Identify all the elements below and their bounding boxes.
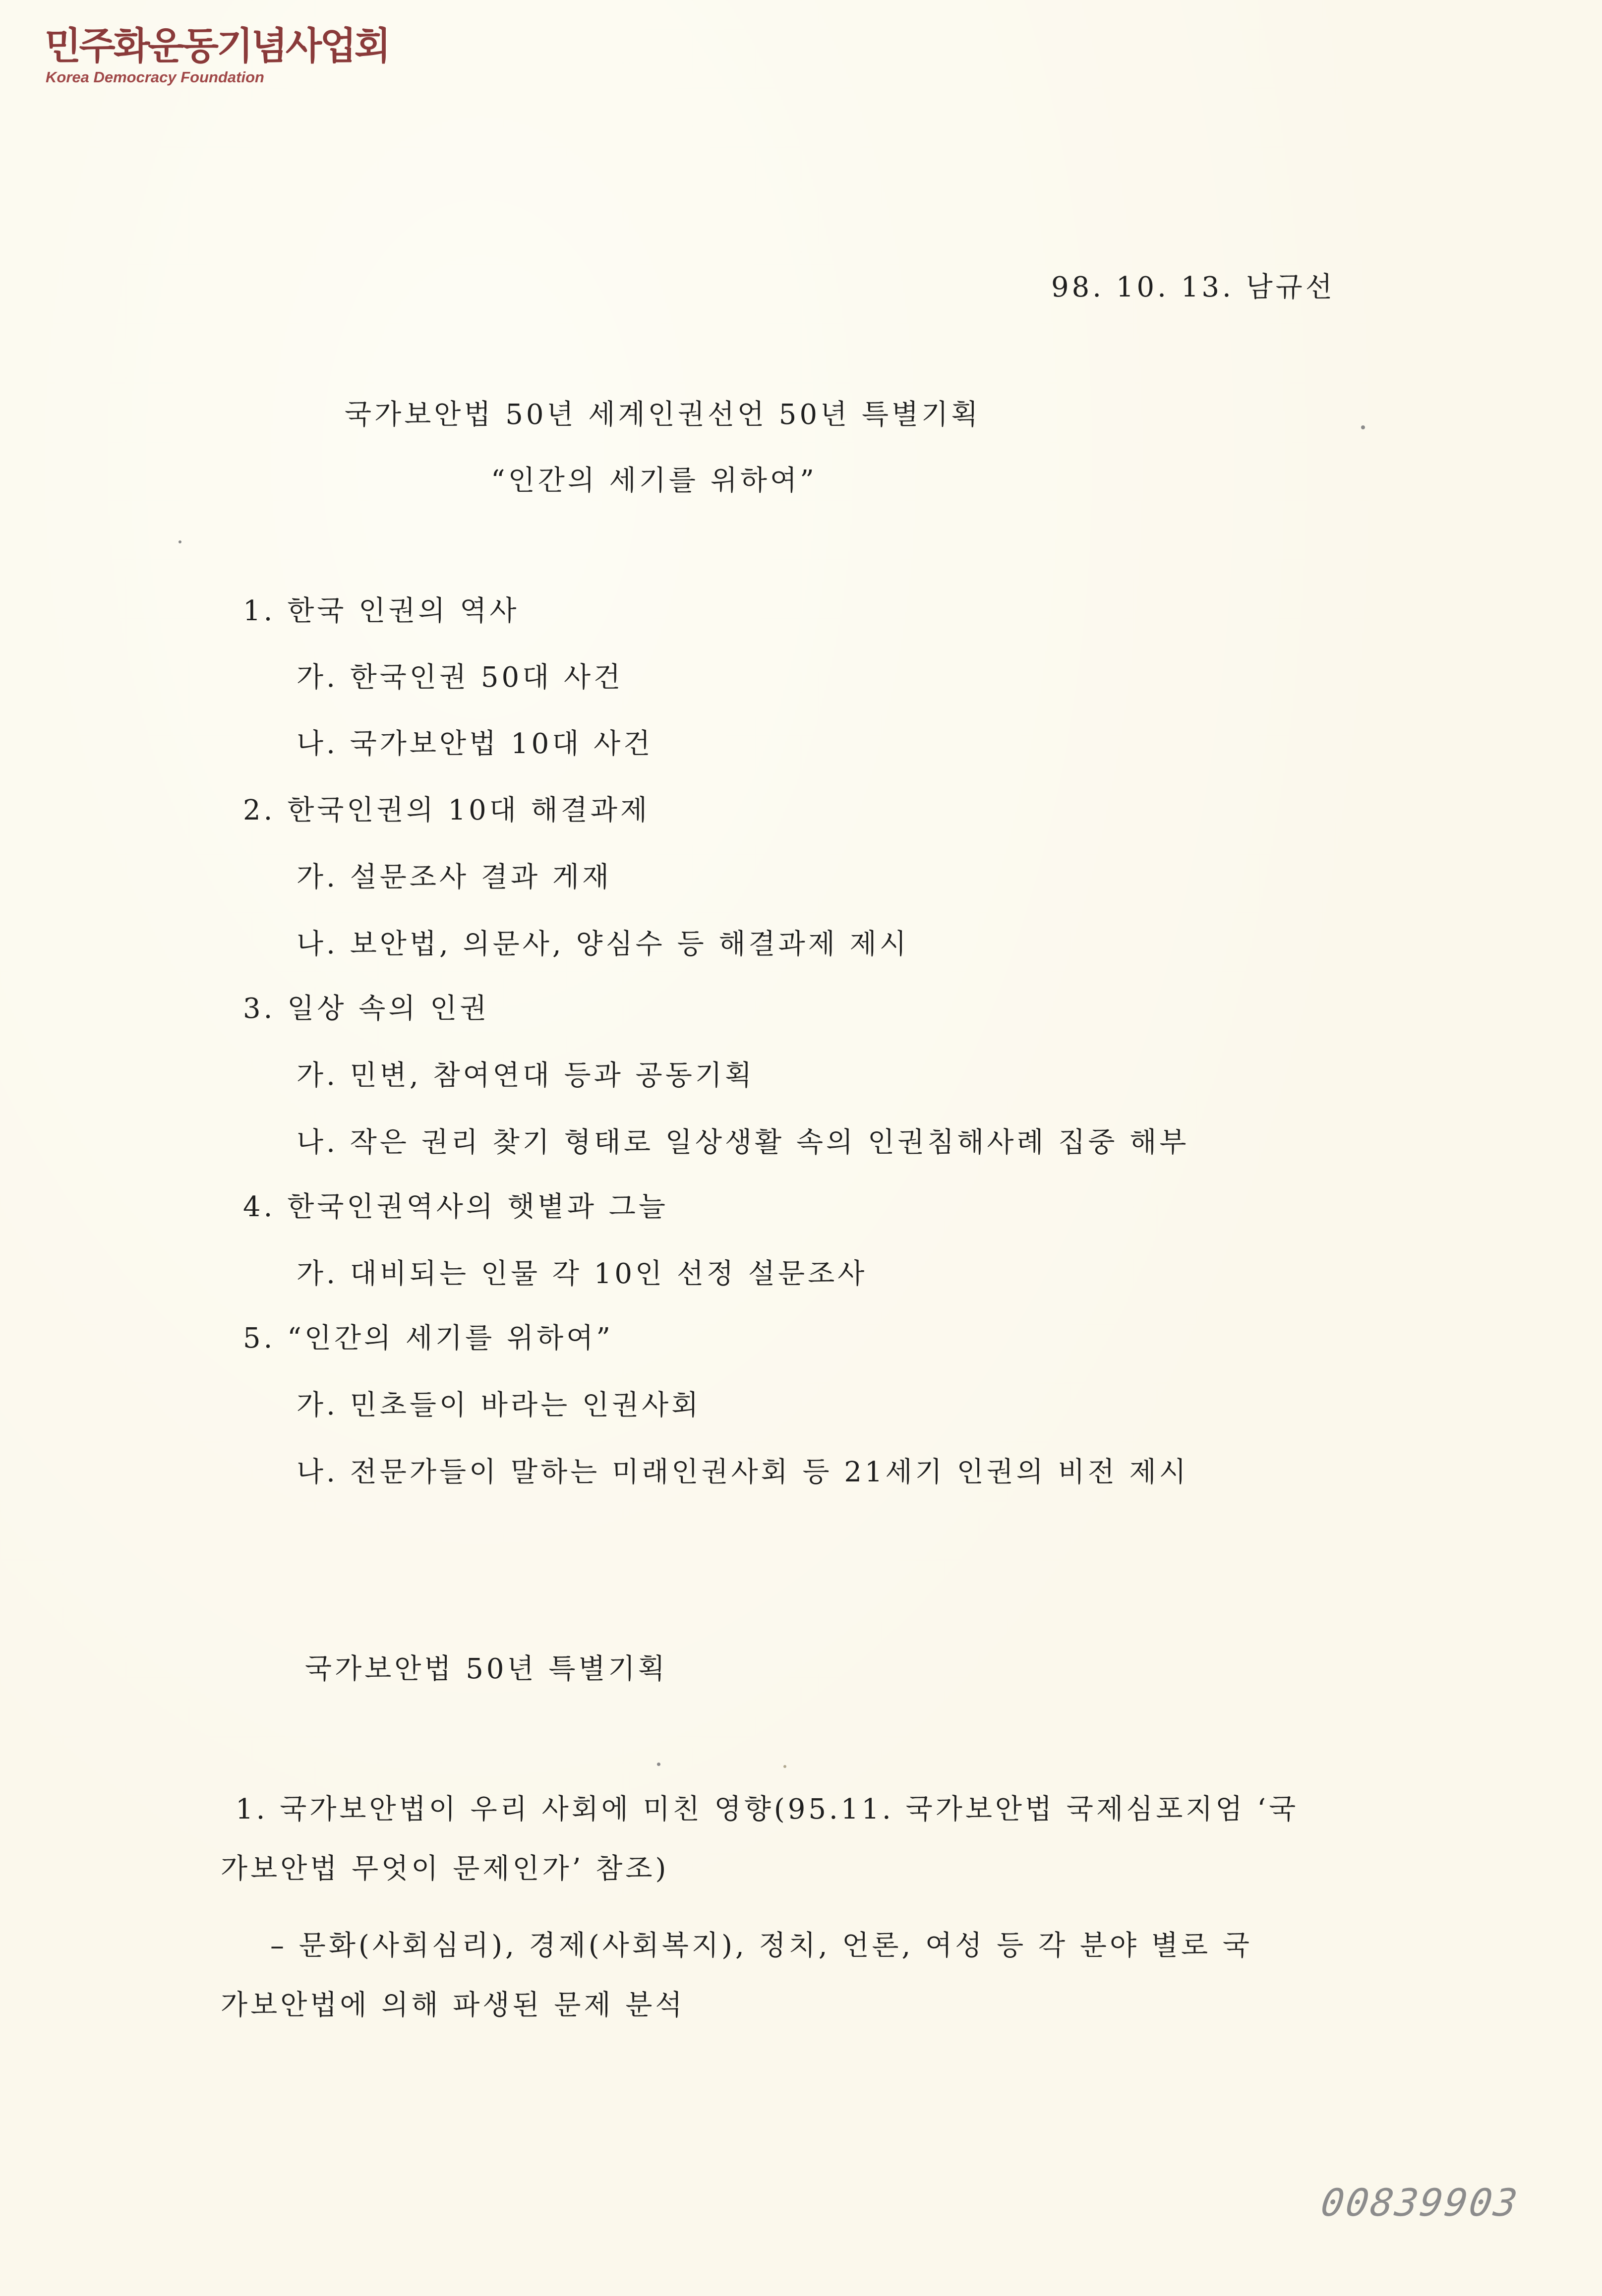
outline-item-4a: 가. 대비되는 인물 각 10인 선정 설문조사 — [297, 1258, 868, 1290]
scan-speck — [1361, 425, 1365, 429]
outline-item-3a: 가. 민변, 참여연대 등과 공동기획 — [297, 1060, 755, 1092]
outline-item-3b: 나. 작은 권리 찾기 형태로 일상생활 속의 인권침해사례 집중 해부 — [297, 1126, 1189, 1159]
scan-speck — [657, 1763, 660, 1766]
outline-item-2a: 가. 설문조사 결과 게재 — [297, 861, 612, 893]
outline-heading-4: 4. 한국인권역사의 햇볕과 그늘 — [243, 1191, 668, 1223]
outline-item-1b: 나. 국가보안법 10대 사건 — [297, 728, 653, 760]
document-subtitle: “인간의 세기를 위하여” — [491, 465, 817, 497]
scan-speck — [178, 540, 181, 543]
logo-english-text: Korea Democracy Foundation — [46, 68, 264, 86]
foundation-logo — [45, 24, 389, 88]
document-title: 국가보안법 50년 세계인권선언 50년 특별기획 — [345, 399, 981, 431]
section2-title: 국가보안법 50년 특별기획 — [305, 1653, 668, 1685]
logo-korean-text: 민주화운동기념사업회 — [45, 24, 389, 68]
outline-item-5a: 가. 민초들이 바라는 인권사회 — [297, 1389, 702, 1421]
section2-line-2: 가보안법 무엇이 문제인가’ 참조) — [221, 1853, 669, 1885]
outline-item-5b: 나. 전문가들이 말하는 미래인권사회 등 21세기 인권의 비전 제시 — [297, 1456, 1189, 1488]
outline-item-2b: 나. 보안법, 의문사, 양심수 등 해결과제 제시 — [297, 928, 909, 960]
outline-heading-3: 3. 일상 속의 인권 — [243, 993, 490, 1025]
section2-line-4: 가보안법에 의해 파생된 문제 분석 — [221, 1989, 685, 2021]
section2-line-3: – 문화(사회심리), 경제(사회복지), 정치, 언론, 여성 등 각 분야 별로 국 — [270, 1930, 1253, 1962]
archive-number-stamp: 00839903 — [1318, 2180, 1522, 2225]
date-author: 98. 10. 13. 남규선 — [1051, 271, 1335, 303]
outline-heading-2: 2. 한국인권의 10대 해결과제 — [243, 794, 651, 826]
outline-heading-1: 1. 한국 인권의 역사 — [243, 595, 520, 627]
scan-speck — [783, 1765, 786, 1768]
outline-heading-5: 5. “인간의 세기를 위하여” — [243, 1322, 613, 1354]
outline-item-1a: 가. 한국인권 50대 사건 — [297, 661, 624, 694]
section2-line-1: 1. 국가보안법이 우리 사회에 미친 영향(95.11. 국가보안법 국제심포지엄 ‘국 — [236, 1793, 1299, 1825]
